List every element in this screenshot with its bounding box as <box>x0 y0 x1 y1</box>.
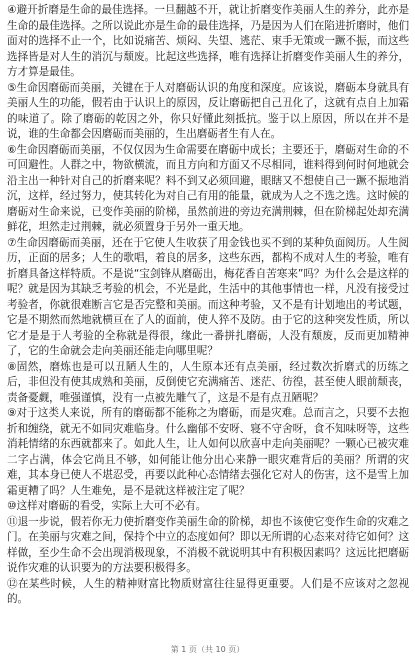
paragraph-7: ⑦生命因磨砺而美丽，还在于它使人生收获了用金钱也买不到的某种负面阅历。人生阅历，正面的居多；人生的歌唱，着良的居多，这些东西，都构不成对人生的考验，唯有折磨具备这样特质。不是说“宝剑锋从磨砺出，梅花香自苦寒来”吗？为什么会是这样的呢？就是因为其缺乏考验的机会，不光是此，生活中的其他事情也一样，凡没有接受过考验者，你就很难断言它是否完整和美丽。而这种考验，又不是有计划地出的考试题，它是不期然而然地就横亘在了人的面前，使人猝不及防。由于它的这种突发性质，所以它才是是于人考验的全称就是得很，缘此一番拼扎磨砺，人没有颓废，反而更加精神了，它的生命就会走向美丽还能走向哪里呢？ <box>7 236 409 357</box>
paragraph-5: ⑤生命因磨砺而美丽，关键在于人对磨砺认识的角度和深度。应该说，磨砺本身就具有美丽人生的功能，假若由于认识上的原因，反让磨砺把自己丑化了，这就有点自上加霜的味道了。除了磨砺的乾因之外，你只好懂此刻抵抗。鉴于以上原因，所以在并不是说，谁的生命都会因磨砺而美丽的，生出磨砺者生有人在。 <box>7 81 409 140</box>
page-footer: 第 1 页（共 10 页） <box>170 645 245 654</box>
paragraph-6: ⑥生命因磨砺而美丽，不仅仅因为生命需要在磨砺中成长；主要还于，磨砺对生命的不可回避性。人群之中，物欲横流，而且方向和方面又不尽相同，谁料得到何时何地就会沿主出一种针对自己的折磨来呢？料不到又必须回避，眼瞎又不想使自己一蹶不振地消沉，这样，经过努力，使其转化为对自己有用的能量，就成为人之不选之选。这时候的磨砺对生命来说，已变作美丽的阶梯，虽然前进的旁边充满荆棘，但在阶梯起处却充满鲜花，坦然走过荆棘，就必须置身于另外一重天地。 <box>7 143 409 233</box>
paragraph-12: ⑫在某些时候，人生的精神财富比物质财富往往显得更重要。人们是不应该对之忽视的。 <box>7 577 409 605</box>
paragraph-11: ⑪退一步说，假若你无力使折磨变作美丽生命的阶梯，却也不该使它变作生命的灾难之门。在美丽与灾难之间，保持个中立的态度如何？即以无所谓的心态来对待它如何？这样做，至少生命不会出现消极现象，不消极不就说明其中有积极因素吗？这远比把磨砺说作灾难的认识要为的方法要积极得多。 <box>7 515 409 574</box>
paragraph-9: ⑨对于这类人来说，所有的磨砺都不能称之为磨砺，而是灾难。总而言之，只要不去抱折和缠绕，就无不如同灾难临身。什么幽郁不安呀、寝不守舍呀，食不知味呀等，这些消耗情绪的东西就都来了。如此人生，让人如何以欣喜中走向美丽呢？一颗心已被灾难二字占满，体会它尚且不够，如何能让他分出心来静一眼灾难背后的美丽？所谓的灾难，其本身已使人不堪忍受，再要以此种心态情绪去强化它对人的伤害，这不是雪上加霜更糟了吗？人生难免，是不是就这样被注定了呢？ <box>7 407 409 497</box>
paragraph-4: ④避开折磨是生命的最佳选择。一旦翻越不开，就让折磨变作美丽人生的养分，此亦是生命的最佳选择。之所以说此亦是生命的最佳选择，乃是因为人们在陷进折磨时，他们面对的选择不止一个，比如说痛苦、烦闷、失望、逃茫、束手无策或一蹶不振，而这些选择皆是对人生的消沉与颓废。比起这些选择，唯有选择让折磨变作美丽人生的养分，方才算是最佳。 <box>7 4 409 78</box>
paragraph-8: ⑧固然，磨炼也是可以丑陋人生的，人生原本还有点美丽，经过数次折磨式的历练之后，非但没有使其成熟和美丽，反倒使它充满痛苦、迷茫、彷徨，甚至使人眼前颓丧，责备憂觑，唯强谨慎，没有一点被先雕气了，这是不是有点丑陋呢？ <box>7 360 409 404</box>
paragraph-10: ⑩这样对磨砺的看受，实际上大可不必有。 <box>7 500 207 512</box>
